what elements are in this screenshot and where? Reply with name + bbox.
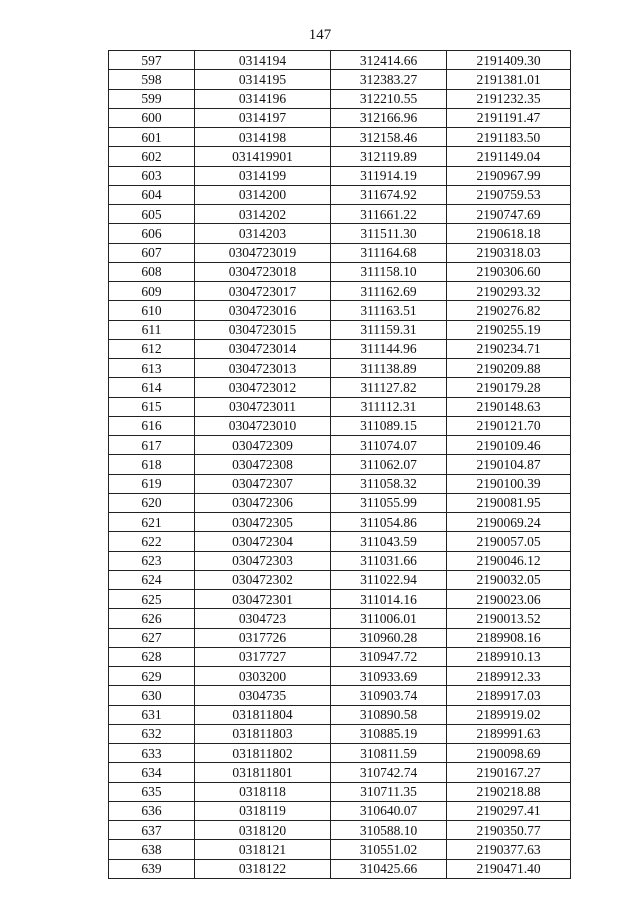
table-row [109,185,571,204]
y-coordinate-cell: 2190098.69 [447,744,571,763]
point-code-cell: 0303200 [195,667,331,686]
point-code-cell: 0304723015 [195,320,331,339]
x-coordinate-cell: 311511.30 [331,224,447,243]
x-coordinate-cell: 311914.19 [331,166,447,185]
table-row [109,609,571,628]
y-coordinate-cell: 2191232.35 [447,89,571,108]
point-number-cell: 632 [109,724,195,743]
x-coordinate-cell: 310947.72 [331,647,447,666]
table-row [109,128,571,147]
table-row [109,859,571,878]
table-row [109,224,571,243]
x-coordinate-cell: 311055.99 [331,493,447,512]
table-row [109,378,571,397]
point-number-cell: 633 [109,744,195,763]
point-code-cell: 0304723 [195,609,331,628]
point-code-cell: 030472307 [195,474,331,493]
point-number-cell: 604 [109,185,195,204]
table-row [109,320,571,339]
point-code-cell: 0318122 [195,859,331,878]
x-coordinate-cell: 311031.66 [331,551,447,570]
point-number-cell: 623 [109,551,195,570]
point-number-cell: 620 [109,493,195,512]
x-coordinate-cell: 310711.35 [331,782,447,801]
x-coordinate-cell: 311043.59 [331,532,447,551]
point-code-cell: 0304735 [195,686,331,705]
point-code-cell: 031811804 [195,705,331,724]
table-row [109,474,571,493]
table-row [109,397,571,416]
x-coordinate-cell: 311674.92 [331,185,447,204]
y-coordinate-cell: 2189908.16 [447,628,571,647]
table-row [109,821,571,840]
table-row [109,166,571,185]
y-coordinate-cell: 2190023.06 [447,590,571,609]
point-code-cell: 0314197 [195,108,331,127]
y-coordinate-cell: 2189919.02 [447,705,571,724]
table-row [109,647,571,666]
table-row [109,763,571,782]
x-coordinate-cell: 310885.19 [331,724,447,743]
point-code-cell: 030472306 [195,493,331,512]
point-code-cell: 0304723018 [195,262,331,281]
point-number-cell: 615 [109,397,195,416]
x-coordinate-cell: 311159.31 [331,320,447,339]
point-number-cell: 602 [109,147,195,166]
table-row [109,359,571,378]
point-code-cell: 0314196 [195,89,331,108]
x-coordinate-cell: 311074.07 [331,436,447,455]
y-coordinate-cell: 2191381.01 [447,70,571,89]
x-coordinate-cell: 311058.32 [331,474,447,493]
point-code-cell: 0304723019 [195,243,331,262]
y-coordinate-cell: 2190377.63 [447,840,571,859]
point-code-cell: 0304723016 [195,301,331,320]
x-coordinate-cell: 311127.82 [331,378,447,397]
table-row [109,551,571,570]
point-code-cell: 0314199 [195,166,331,185]
point-number-cell: 612 [109,339,195,358]
table-row [109,339,571,358]
point-number-cell: 618 [109,455,195,474]
x-coordinate-cell: 311089.15 [331,416,447,435]
table-row [109,282,571,301]
point-number-cell: 627 [109,628,195,647]
x-coordinate-cell: 312119.89 [331,147,447,166]
x-coordinate-cell: 311158.10 [331,262,447,281]
y-coordinate-cell: 2189910.13 [447,647,571,666]
x-coordinate-cell: 311062.07 [331,455,447,474]
point-code-cell: 030472301 [195,590,331,609]
y-coordinate-cell: 2189912.33 [447,667,571,686]
y-coordinate-cell: 2189917.03 [447,686,571,705]
table-row [109,590,571,609]
table-row [109,628,571,647]
point-number-cell: 636 [109,801,195,820]
table-row [109,416,571,435]
point-code-cell: 0304723010 [195,416,331,435]
x-coordinate-cell: 311163.51 [331,301,447,320]
table-row [109,455,571,474]
point-number-cell: 605 [109,205,195,224]
y-coordinate-cell: 2190306.60 [447,262,571,281]
x-coordinate-cell: 311014.16 [331,590,447,609]
y-coordinate-cell: 2191183.50 [447,128,571,147]
point-number-cell: 614 [109,378,195,397]
table-row [109,493,571,512]
y-coordinate-cell: 2190618.18 [447,224,571,243]
y-coordinate-cell: 2190471.40 [447,859,571,878]
table-row [109,840,571,859]
table-row [109,301,571,320]
y-coordinate-cell: 2190148.63 [447,397,571,416]
y-coordinate-cell: 2190100.39 [447,474,571,493]
point-number-cell: 630 [109,686,195,705]
table-row [109,705,571,724]
x-coordinate-cell: 310425.66 [331,859,447,878]
point-code-cell: 0317726 [195,628,331,647]
point-code-cell: 0304723013 [195,359,331,378]
x-coordinate-cell: 310960.28 [331,628,447,647]
point-number-cell: 601 [109,128,195,147]
point-number-cell: 625 [109,590,195,609]
point-code-cell: 0314203 [195,224,331,243]
y-coordinate-cell: 2189991.63 [447,724,571,743]
point-number-cell: 631 [109,705,195,724]
point-number-cell: 628 [109,647,195,666]
y-coordinate-cell: 2191409.30 [447,51,571,70]
point-code-cell: 030472309 [195,436,331,455]
table-row [109,436,571,455]
point-number-cell: 639 [109,859,195,878]
table-row [109,724,571,743]
point-number-cell: 611 [109,320,195,339]
x-coordinate-cell: 311022.94 [331,570,447,589]
x-coordinate-cell: 311054.86 [331,513,447,532]
table-row [109,243,571,262]
point-number-cell: 635 [109,782,195,801]
point-number-cell: 619 [109,474,195,493]
y-coordinate-cell: 2190209.88 [447,359,571,378]
y-coordinate-cell: 2190234.71 [447,339,571,358]
y-coordinate-cell: 2190747.69 [447,205,571,224]
point-code-cell: 030472304 [195,532,331,551]
y-coordinate-cell: 2190121.70 [447,416,571,435]
point-code-cell: 0304723011 [195,397,331,416]
point-number-cell: 607 [109,243,195,262]
x-coordinate-cell: 310890.58 [331,705,447,724]
point-number-cell: 624 [109,570,195,589]
table-row [109,513,571,532]
point-code-cell: 031419901 [195,147,331,166]
x-coordinate-cell: 310933.69 [331,667,447,686]
point-code-cell: 0304723017 [195,282,331,301]
y-coordinate-cell: 2190104.87 [447,455,571,474]
x-coordinate-cell: 312158.46 [331,128,447,147]
point-code-cell: 030472303 [195,551,331,570]
point-code-cell: 030472302 [195,570,331,589]
y-coordinate-cell: 2190032.05 [447,570,571,589]
point-number-cell: 598 [109,70,195,89]
x-coordinate-cell: 312383.27 [331,70,447,89]
point-number-cell: 613 [109,359,195,378]
x-coordinate-cell: 312414.66 [331,51,447,70]
point-number-cell: 603 [109,166,195,185]
point-number-cell: 610 [109,301,195,320]
point-number-cell: 634 [109,763,195,782]
x-coordinate-cell: 310640.07 [331,801,447,820]
table-row [109,686,571,705]
point-number-cell: 617 [109,436,195,455]
point-code-cell: 031811803 [195,724,331,743]
table-row [109,70,571,89]
x-coordinate-cell: 312166.96 [331,108,447,127]
y-coordinate-cell: 2190255.19 [447,320,571,339]
point-code-cell: 030472305 [195,513,331,532]
y-coordinate-cell: 2190179.28 [447,378,571,397]
x-coordinate-cell: 310588.10 [331,821,447,840]
coordinates-table [108,50,571,879]
y-coordinate-cell: 2190081.95 [447,493,571,512]
point-number-cell: 599 [109,89,195,108]
point-number-cell: 622 [109,532,195,551]
point-number-cell: 626 [109,609,195,628]
x-coordinate-cell: 311164.68 [331,243,447,262]
point-code-cell: 0304723012 [195,378,331,397]
point-code-cell: 0304723014 [195,339,331,358]
point-code-cell: 031811801 [195,763,331,782]
y-coordinate-cell: 2190167.27 [447,763,571,782]
x-coordinate-cell: 311661.22 [331,205,447,224]
table-row [109,51,571,70]
y-coordinate-cell: 2191149.04 [447,147,571,166]
table-row [109,532,571,551]
point-code-cell: 0314202 [195,205,331,224]
table-row [109,262,571,281]
point-number-cell: 608 [109,262,195,281]
point-code-cell: 0314194 [195,51,331,70]
point-number-cell: 621 [109,513,195,532]
y-coordinate-cell: 2190759.53 [447,185,571,204]
x-coordinate-cell: 311112.31 [331,397,447,416]
point-code-cell: 0318118 [195,782,331,801]
x-coordinate-cell: 311006.01 [331,609,447,628]
point-code-cell: 0318121 [195,840,331,859]
x-coordinate-cell: 310742.74 [331,763,447,782]
x-coordinate-cell: 310811.59 [331,744,447,763]
point-number-cell: 600 [109,108,195,127]
table-row [109,744,571,763]
y-coordinate-cell: 2191191.47 [447,108,571,127]
y-coordinate-cell: 2190350.77 [447,821,571,840]
table-row [109,205,571,224]
table-row [109,89,571,108]
x-coordinate-cell: 311138.89 [331,359,447,378]
y-coordinate-cell: 2190276.82 [447,301,571,320]
table-row [109,108,571,127]
x-coordinate-cell: 312210.55 [331,89,447,108]
x-coordinate-cell: 310551.02 [331,840,447,859]
y-coordinate-cell: 2190218.88 [447,782,571,801]
y-coordinate-cell: 2190318.03 [447,243,571,262]
table-row [109,147,571,166]
y-coordinate-cell: 2190069.24 [447,513,571,532]
table-row [109,570,571,589]
point-code-cell: 030472308 [195,455,331,474]
point-number-cell: 609 [109,282,195,301]
point-number-cell: 597 [109,51,195,70]
point-code-cell: 0318120 [195,821,331,840]
point-number-cell: 629 [109,667,195,686]
y-coordinate-cell: 2190967.99 [447,166,571,185]
point-code-cell: 031811802 [195,744,331,763]
point-number-cell: 616 [109,416,195,435]
point-code-cell: 0314200 [195,185,331,204]
point-code-cell: 0317727 [195,647,331,666]
table-row [109,801,571,820]
y-coordinate-cell: 2190013.52 [447,609,571,628]
y-coordinate-cell: 2190297.41 [447,801,571,820]
page-number: 147 [308,27,332,43]
point-code-cell: 0314195 [195,70,331,89]
point-code-cell: 0314198 [195,128,331,147]
point-number-cell: 606 [109,224,195,243]
y-coordinate-cell: 2190109.46 [447,436,571,455]
y-coordinate-cell: 2190057.05 [447,532,571,551]
y-coordinate-cell: 2190046.12 [447,551,571,570]
point-number-cell: 638 [109,840,195,859]
x-coordinate-cell: 311144.96 [331,339,447,358]
point-number-cell: 637 [109,821,195,840]
table-row [109,782,571,801]
point-code-cell: 0318119 [195,801,331,820]
y-coordinate-cell: 2190293.32 [447,282,571,301]
table-row [109,667,571,686]
x-coordinate-cell: 311162.69 [331,282,447,301]
x-coordinate-cell: 310903.74 [331,686,447,705]
